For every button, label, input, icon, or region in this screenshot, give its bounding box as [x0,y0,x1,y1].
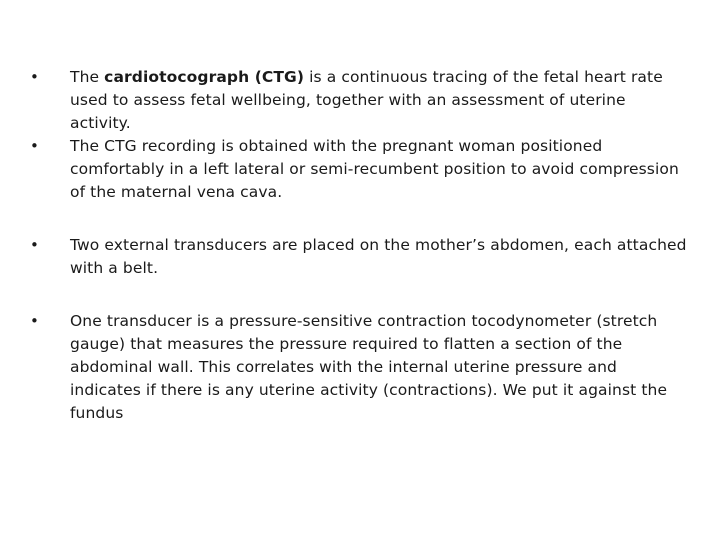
bullet-text: One transducer is a pressure-sensitive contraction tocodynometer (stretch gauge) that measures the pressure required to flatten a section of the abdominal wall. This correlates with the internal uterine pressure and indicates if there is any uterine activity (contractions). We put it against the fundus [70,312,668,422]
bullet-item-transducers [30,234,690,280]
bullet-text-bold-term: cardiotocograph (CTG) [104,68,305,86]
bullet-list [30,66,690,425]
bullet-dot: • [30,236,39,254]
bullet-item-tocodynometer [30,310,690,425]
bullet-item-ctg-positioning [30,135,690,204]
bullet-text-prefix: The [70,68,105,86]
bullet-dot: • [30,312,39,330]
bullet-text: Two external transducers are placed on the mother’s abdomen, each attached with a belt. [70,236,687,277]
bullet-dot: • [30,137,39,155]
bullet-item-ctg-definition [30,66,690,135]
bullet-text: The CTG recording is obtained with the pregnant woman positioned comfortably in a left lateral or semi-recumbent position to avoid compression of the maternal vena cava. [70,137,679,201]
bullet-text-rest: is a continuous tracing of the fetal heart rate used to assess fetal wellbeing, together with an assessment of uterine activity. [70,68,663,132]
bullet-dot: • [30,68,39,86]
